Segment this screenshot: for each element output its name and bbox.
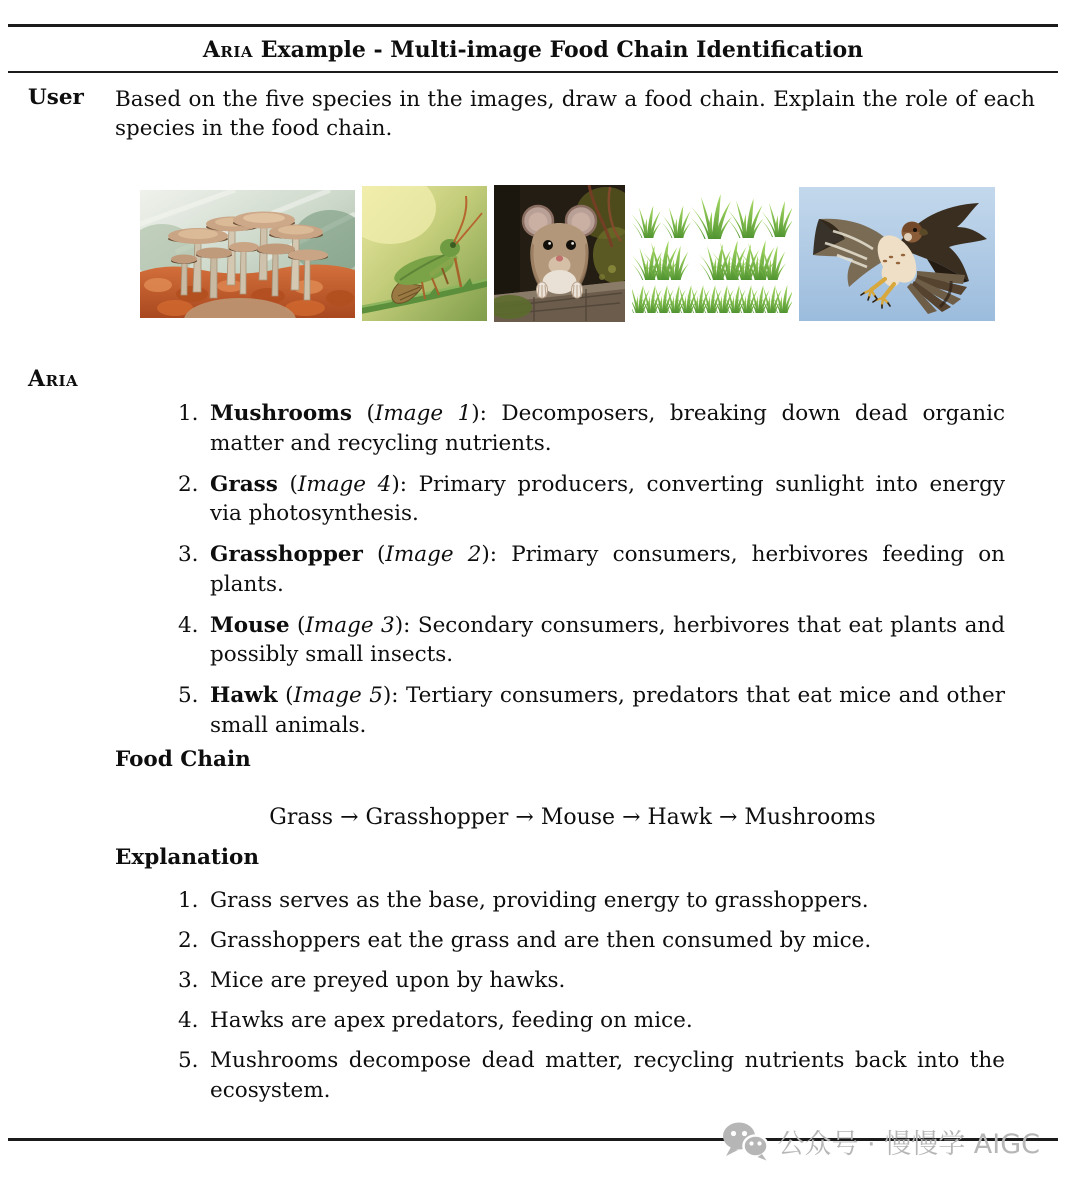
mouse-image [494,185,625,322]
food-chain-sequence: Grass → Grasshopper → Mouse → Hawk → Mushrooms [269,805,876,830]
image-ref: Image 4 [297,471,392,497]
species-item-mushrooms [178,399,1005,458]
item-number: 3. [178,968,199,993]
species-item-grass [178,470,1005,529]
explanation-item [178,1006,1005,1036]
species-name: Grasshopper [210,542,363,567]
species-name: Mushrooms [210,401,353,426]
wechat-icon [722,1121,768,1161]
item-number: 1. [178,888,199,913]
species-description: Tertiary consumers, predators that eat mice and other small animals. [210,683,1005,738]
figure-title [0,37,1066,63]
species-item-hawk [178,681,1005,740]
item-number: 5. [178,1048,199,1073]
explanation-list [178,886,1005,1116]
explanation-heading: Explanation [115,845,259,870]
species-description: Decomposers, breaking down dead organic matter and recycling nutrients. [210,401,1006,456]
ref-close: ): [471,401,487,426]
explanation-item [178,886,1005,916]
user-question: Based on the five species in the images, draw a food chain. Explain the role of each species in the food chain. [115,87,1035,141]
explanation-item [178,1046,1005,1105]
image-ref: Image 1 [374,401,472,426]
grass-image [632,192,792,316]
watermark [722,1121,1040,1161]
species-description: Primary consumers, herbivores feeding on plants. [210,542,1005,597]
aria-label: Aria [28,366,79,392]
image-ref: Image 5 [293,683,383,708]
item-number: 3. [178,542,199,567]
ref-close: ): [382,683,399,708]
species-name: Grass [210,471,278,497]
species-description: Primary producers, converting sunlight into energy via photosynthesis. [210,471,1005,526]
species-name: Mouse [210,612,290,638]
ref-close: ): [394,612,411,638]
species-images-row [140,185,995,322]
species-name: Hawk [210,683,278,708]
explanation-text: Hawks are apex predators, feeding on mice. [210,1008,693,1033]
item-number: 4. [178,612,199,638]
explanation-text: Grass serves as the base, providing energy to grasshoppers. [210,888,869,913]
ref-open: ( [285,683,294,708]
explanation-item [178,966,1005,996]
item-number: 5. [178,683,199,708]
user-label: User [28,85,84,110]
ref-open: ( [377,542,386,567]
image-ref: Image 3 [305,612,395,638]
header-divider-rule [8,71,1058,73]
title-text: Example - Multi-image Food Chain Identification [260,37,864,63]
ref-open: ( [289,471,298,497]
mushrooms-image [140,190,355,318]
image-ref: Image 2 [385,542,482,567]
species-roles-list [178,399,1005,752]
item-number: 2. [178,928,199,953]
explanation-text: Mushrooms decompose dead matter, recycling nutrients back into the ecosystem. [210,1048,1005,1103]
species-item-mouse [178,611,1005,670]
item-number: 4. [178,1008,199,1033]
ref-close: ): [481,542,498,567]
title-model-name: Aria [202,37,254,63]
species-item-grasshopper [178,540,1005,599]
ref-open: ( [366,401,375,426]
grasshopper-image [362,186,487,321]
watermark-text: 公众号 · 慢慢学 AIGC [777,1128,1040,1160]
item-number: 1. [178,401,199,426]
explanation-text: Grasshoppers eat the grass and are then consumed by mice. [210,928,872,953]
ref-open: ( [297,612,306,638]
item-number: 2. [178,471,199,497]
ref-close: ): [391,471,407,497]
top-rule [8,24,1058,27]
food-chain-heading: Food Chain [115,747,251,772]
hawk-image [799,187,995,321]
species-description: Secondary consumers, herbivores that eat plants and possibly small insects. [210,612,1005,667]
explanation-text: Mice are preyed upon by hawks. [210,968,566,993]
explanation-item [178,926,1005,956]
